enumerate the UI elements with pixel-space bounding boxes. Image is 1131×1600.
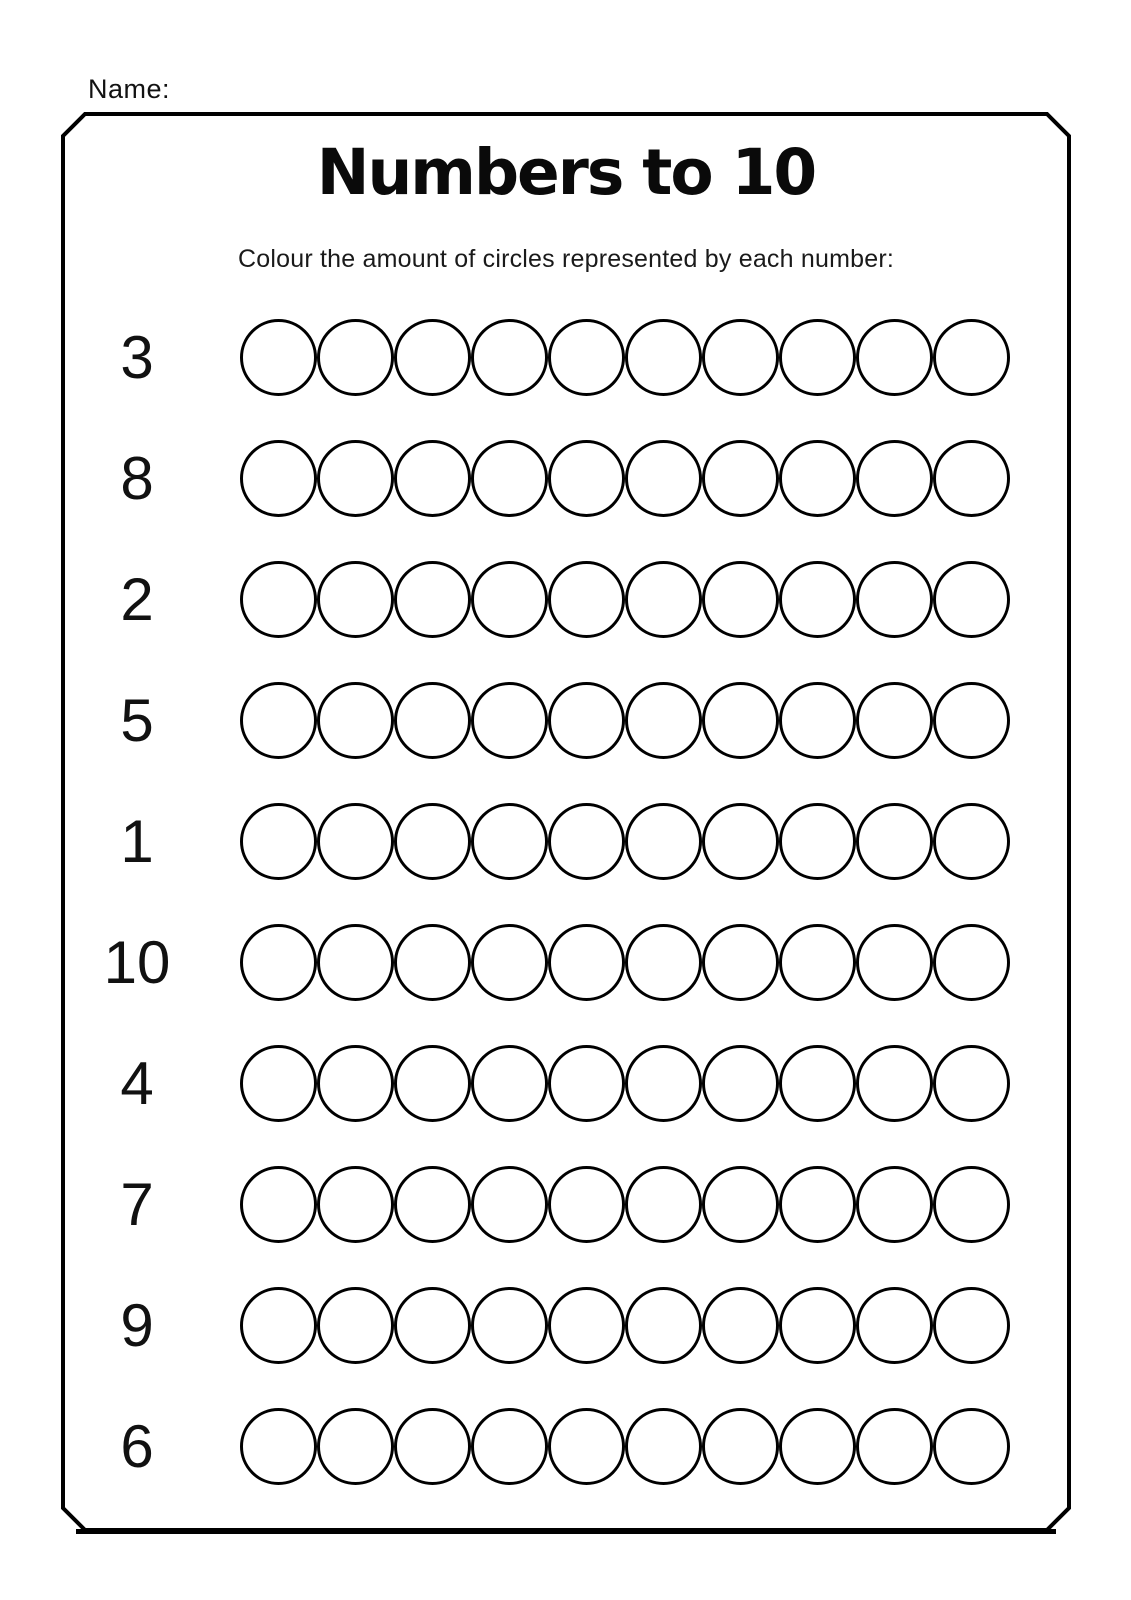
colour-circle xyxy=(548,1045,625,1122)
colour-circle xyxy=(933,1166,1010,1243)
colour-circle xyxy=(779,1408,856,1485)
colour-circle xyxy=(702,1166,779,1243)
colour-circle xyxy=(394,1287,471,1364)
colour-circle xyxy=(933,924,1010,1001)
worksheet-row xyxy=(63,902,1069,1023)
colour-circle xyxy=(625,561,702,638)
colour-circle xyxy=(933,1045,1010,1122)
colour-circle xyxy=(548,440,625,517)
row-number-label: 7 xyxy=(120,1171,154,1238)
worksheet-instruction: Colour the amount of circles represented by each number: xyxy=(238,245,894,273)
row-number-label: 6 xyxy=(120,1413,154,1480)
colour-circle xyxy=(240,319,317,396)
colour-circle xyxy=(702,319,779,396)
colour-circle xyxy=(471,319,548,396)
circle-row xyxy=(240,440,1010,517)
row-number-label: 10 xyxy=(103,929,171,996)
colour-circle xyxy=(779,319,856,396)
colour-circle xyxy=(779,803,856,880)
colour-circle xyxy=(548,924,625,1001)
worksheet-row xyxy=(63,1023,1069,1144)
colour-circle xyxy=(625,803,702,880)
colour-circle xyxy=(933,803,1010,880)
worksheet-row xyxy=(63,418,1069,539)
colour-circle xyxy=(471,803,548,880)
colour-circle xyxy=(933,319,1010,396)
colour-circle xyxy=(240,1287,317,1364)
row-number-label: 2 xyxy=(120,566,154,633)
colour-circle xyxy=(702,682,779,759)
colour-circle xyxy=(702,561,779,638)
worksheet-row xyxy=(63,1386,1069,1507)
colour-circle xyxy=(548,803,625,880)
colour-circle xyxy=(394,1045,471,1122)
colour-circle xyxy=(471,682,548,759)
circle-row xyxy=(240,1045,1010,1122)
colour-circle xyxy=(779,682,856,759)
circle-row xyxy=(240,803,1010,880)
colour-circle xyxy=(240,924,317,1001)
colour-circle xyxy=(548,682,625,759)
colour-circle xyxy=(548,319,625,396)
colour-circle xyxy=(317,319,394,396)
colour-circle xyxy=(702,1287,779,1364)
colour-circle xyxy=(702,1408,779,1485)
colour-circle xyxy=(317,440,394,517)
colour-circle xyxy=(625,319,702,396)
worksheet-row xyxy=(63,781,1069,902)
colour-circle xyxy=(933,1408,1010,1485)
colour-circle xyxy=(625,1287,702,1364)
colour-circle xyxy=(548,1408,625,1485)
colour-circle xyxy=(933,682,1010,759)
colour-circle xyxy=(856,1045,933,1122)
colour-circle xyxy=(394,924,471,1001)
colour-circle xyxy=(779,440,856,517)
colour-circle xyxy=(317,1408,394,1485)
circle-row xyxy=(240,1287,1010,1364)
colour-circle xyxy=(548,1287,625,1364)
circle-row xyxy=(240,924,1010,1001)
colour-circle xyxy=(317,1166,394,1243)
colour-circle xyxy=(856,924,933,1001)
colour-circle xyxy=(548,1166,625,1243)
colour-circle xyxy=(856,1287,933,1364)
colour-circle xyxy=(856,319,933,396)
circle-row xyxy=(240,1166,1010,1243)
colour-circle xyxy=(394,319,471,396)
colour-circle xyxy=(856,1166,933,1243)
colour-circle xyxy=(625,1166,702,1243)
colour-circle xyxy=(856,803,933,880)
colour-circle xyxy=(471,561,548,638)
colour-circle xyxy=(933,440,1010,517)
colour-circle xyxy=(317,682,394,759)
colour-circle xyxy=(779,1287,856,1364)
colour-circle xyxy=(240,1045,317,1122)
colour-circle xyxy=(471,1045,548,1122)
colour-circle xyxy=(471,440,548,517)
row-number-label: 3 xyxy=(120,324,154,391)
colour-circle xyxy=(856,1408,933,1485)
colour-circle xyxy=(779,1045,856,1122)
colour-circle xyxy=(471,924,548,1001)
colour-circle xyxy=(856,682,933,759)
row-number-label: 1 xyxy=(120,808,154,875)
colour-circle xyxy=(779,561,856,638)
row-number-label: 4 xyxy=(120,1050,154,1117)
colour-circle xyxy=(933,1287,1010,1364)
colour-circle xyxy=(471,1166,548,1243)
colour-circle xyxy=(625,440,702,517)
colour-circle xyxy=(625,1045,702,1122)
colour-circle xyxy=(471,1287,548,1364)
colour-circle xyxy=(856,440,933,517)
colour-circle xyxy=(625,924,702,1001)
colour-circle xyxy=(240,1166,317,1243)
colour-circle xyxy=(394,682,471,759)
worksheet-content xyxy=(63,114,1069,1530)
colour-circle xyxy=(702,440,779,517)
worksheet-row xyxy=(63,297,1069,418)
colour-circle xyxy=(702,803,779,880)
colour-circle xyxy=(394,1166,471,1243)
colour-circle xyxy=(779,1166,856,1243)
worksheet-row xyxy=(63,1144,1069,1265)
row-number-label: 8 xyxy=(120,445,154,512)
colour-circle xyxy=(240,440,317,517)
colour-circle xyxy=(779,924,856,1001)
name-label: Name: xyxy=(88,74,171,104)
colour-circle xyxy=(625,1408,702,1485)
worksheet-title: Numbers to 10 xyxy=(316,136,816,209)
colour-circle xyxy=(317,1287,394,1364)
colour-circle xyxy=(394,440,471,517)
circle-row xyxy=(240,319,1010,396)
circle-row xyxy=(240,1408,1010,1485)
colour-circle xyxy=(394,1408,471,1485)
worksheet-row xyxy=(63,539,1069,660)
row-number-label: 5 xyxy=(120,687,154,754)
colour-circle xyxy=(240,803,317,880)
colour-circle xyxy=(856,561,933,638)
colour-circle xyxy=(240,682,317,759)
colour-circle xyxy=(625,682,702,759)
circle-row xyxy=(240,682,1010,759)
colour-circle xyxy=(317,1045,394,1122)
colour-circle xyxy=(240,561,317,638)
colour-circle xyxy=(933,561,1010,638)
colour-circle xyxy=(471,1408,548,1485)
colour-circle xyxy=(240,1408,317,1485)
colour-circle xyxy=(702,924,779,1001)
colour-circle xyxy=(317,561,394,638)
row-number-label: 9 xyxy=(120,1292,154,1359)
colour-circle xyxy=(317,924,394,1001)
colour-circle xyxy=(317,803,394,880)
colour-circle xyxy=(394,803,471,880)
rows-container xyxy=(63,297,1069,1507)
worksheet-row xyxy=(63,660,1069,781)
worksheet-row xyxy=(63,1265,1069,1386)
colour-circle xyxy=(548,561,625,638)
colour-circle xyxy=(394,561,471,638)
circle-row xyxy=(240,561,1010,638)
colour-circle xyxy=(702,1045,779,1122)
